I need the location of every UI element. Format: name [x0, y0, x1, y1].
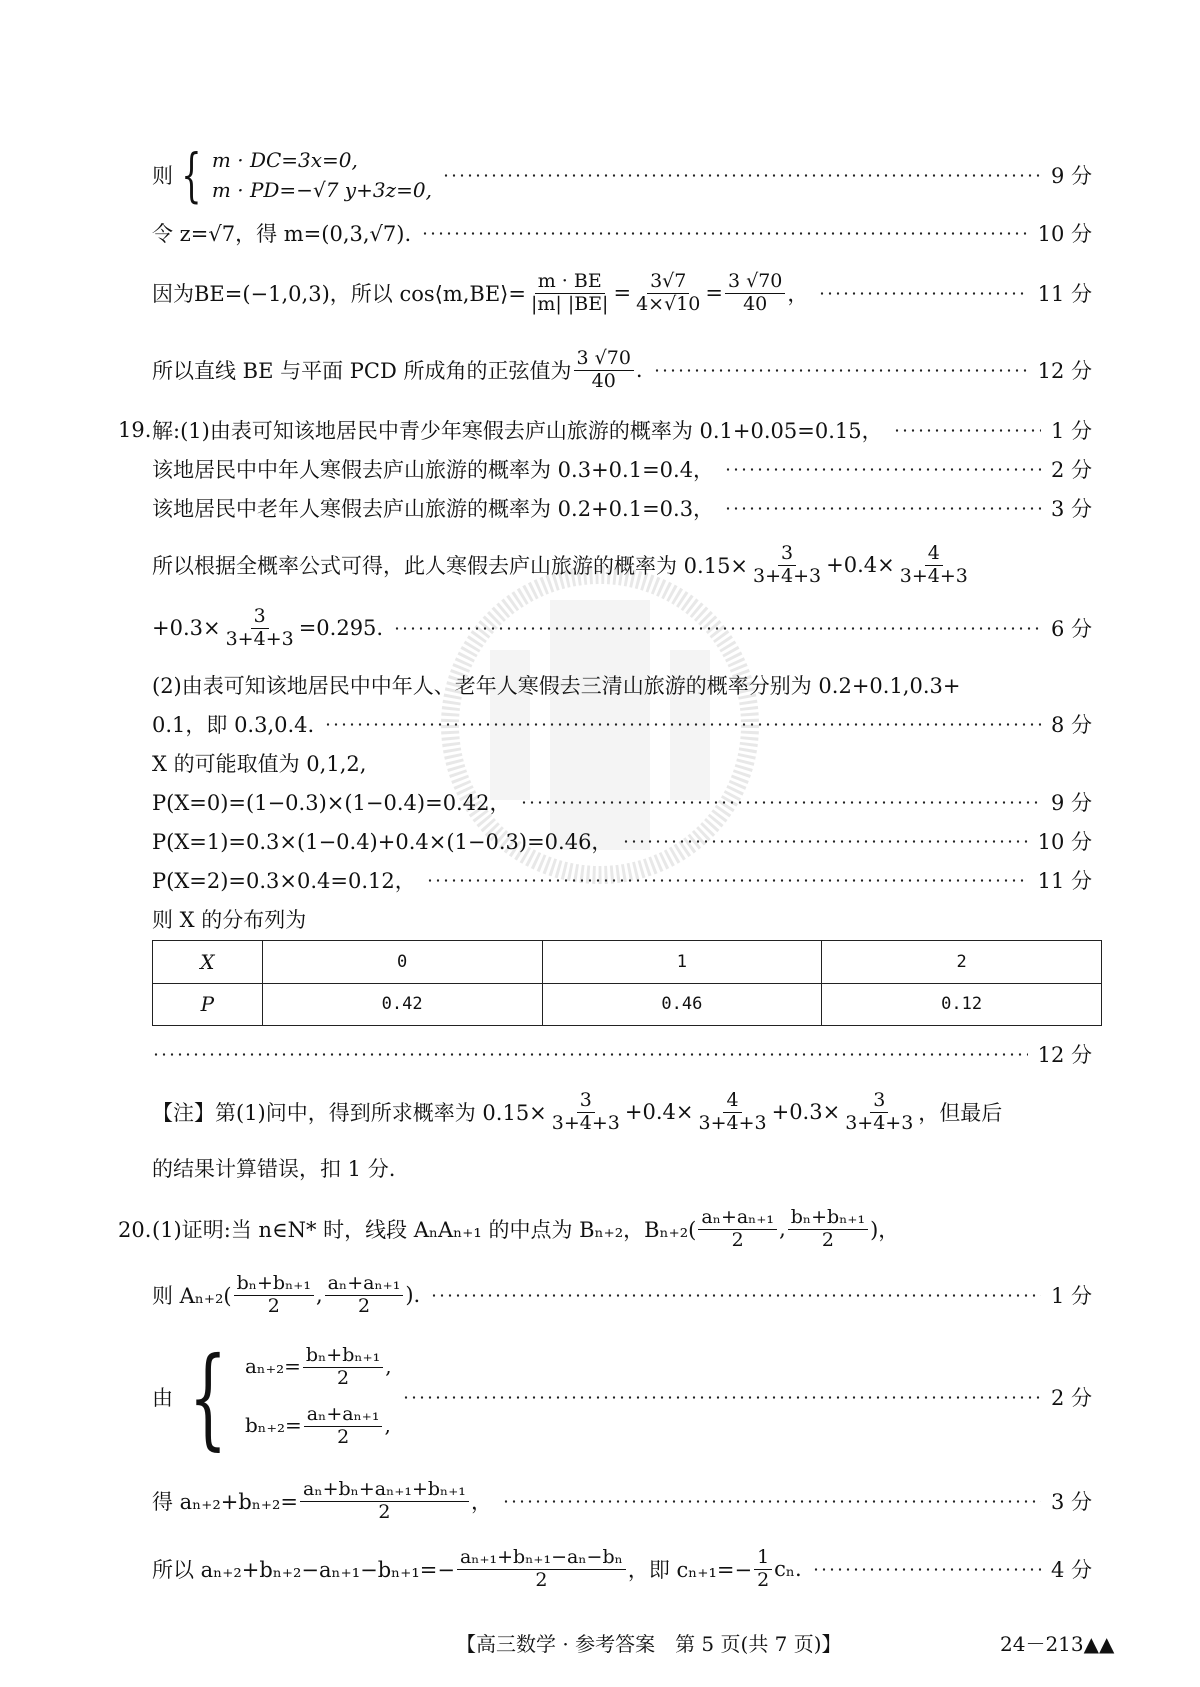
leader-dots	[152, 1053, 1028, 1056]
line-text: 得 aₙ₊₂+bₙ₊₂=	[152, 1490, 299, 1514]
leader-dots	[520, 801, 1041, 804]
leader-dots	[724, 468, 1041, 471]
equals: =	[705, 281, 723, 305]
numerator: aₙ+aₙ₊₁	[698, 1207, 777, 1230]
question-number: 19.	[118, 418, 152, 442]
line-text: +0.3×	[771, 1100, 841, 1124]
table-cell: 0.42	[262, 983, 542, 1026]
numerator: 3	[778, 543, 796, 566]
leader-dots	[818, 292, 1027, 295]
line-text: P(X=0)=(1−0.3)×(1−0.4)=0.42，	[152, 791, 511, 815]
leader-dots	[622, 840, 1027, 843]
score: 4 分	[1050, 1558, 1092, 1582]
denominator: 4×√10	[636, 292, 701, 315]
system-eq2: bₙ₊₂= $\frac{\text{aₙ+aₙ₊₁}}{2}$ ,	[245, 1403, 391, 1448]
line-text: ，即 cₙ₊₁=−	[627, 1558, 753, 1582]
leader-dots	[442, 174, 1041, 177]
q19-line-7	[152, 704, 1092, 744]
leader-dots	[421, 232, 1027, 235]
line-text: 因为BE=(−1,0,3)，所以 cos⟨m,BE⟩=	[152, 282, 526, 306]
line-text: P(X=1)=0.3×(1−0.4)+0.4×(1−0.3)=0.46，	[152, 830, 613, 854]
score: 8 分	[1050, 713, 1092, 737]
q19-line-5	[152, 598, 1092, 658]
q19-line-11	[152, 860, 1092, 900]
q19-line-6	[152, 665, 1092, 705]
fraction	[750, 543, 824, 588]
line-text: 所以根据全概率公式可得，此人寒假去庐山旅游的概率为 0.15×	[152, 554, 749, 578]
line-text: )，	[870, 1218, 900, 1242]
equals: =	[613, 281, 632, 305]
line-text: 解:(1)由表可知该地居民中青少年寒假去庐山旅游的概率为 0.1+0.05=0.15，	[152, 419, 883, 443]
table-row	[153, 941, 1102, 984]
table-cell: 2	[822, 941, 1102, 984]
comma: ,	[315, 1283, 323, 1307]
table-cell: X	[153, 941, 263, 984]
leader-dots	[430, 1294, 1041, 1297]
q19-line-8	[152, 743, 1092, 783]
line-text: P(X=2)=0.3×0.4=0.12，	[152, 869, 416, 893]
q19-line-4	[152, 535, 1092, 595]
line-text: cₙ.	[774, 1557, 802, 1581]
table-cell: 0.46	[542, 983, 822, 1026]
system-block	[152, 141, 432, 209]
table-cell: 1	[542, 941, 822, 984]
system-eq1: aₙ₊₂= $\frac{\text{bₙ+bₙ₊₁}}{2}$ ,	[245, 1344, 392, 1390]
numerator: 3√7	[647, 271, 689, 294]
table-cell: 0	[262, 941, 542, 984]
system-eq2: m · PD=−√7 y+3z=0,	[211, 178, 432, 202]
denominator: 2	[535, 1568, 548, 1591]
line-11	[152, 264, 1092, 322]
fraction	[695, 1090, 769, 1135]
line-text: 0.1，即 0.3,0.4.	[152, 713, 315, 737]
numerator: bₙ+bₙ₊₁	[788, 1207, 868, 1230]
score: 11 分	[1037, 282, 1092, 306]
line-text: (1)证明:当 n∈N* 时，线段 AₙAₙ₊₁ 的中点为 Bₙ₊₂，Bₙ₊₂(	[152, 1218, 697, 1242]
denominator: 2	[757, 1568, 770, 1591]
fraction	[788, 1207, 868, 1252]
denominator: 3+4+3	[698, 1111, 767, 1134]
question-number: 20.	[118, 1218, 152, 1242]
system-prefix: 由	[152, 1386, 173, 1410]
leader-dots	[653, 369, 1028, 372]
line-text: ，但最后	[918, 1101, 1003, 1125]
numerator: 3	[870, 1090, 888, 1113]
line-10	[152, 213, 1092, 253]
punct: ，	[787, 282, 809, 306]
line-text: 该地居民中中年人寒假去庐山旅游的概率为 0.3+0.1=0.4，	[152, 458, 715, 482]
score: 9 分	[1050, 164, 1092, 188]
footer-page-info: 【高三数学 · 参考答案 第 5 页(共 7 页)】	[456, 1632, 842, 1656]
numerator: 3 √70	[574, 348, 634, 371]
denominator: 2	[337, 1425, 350, 1448]
score: 2 分	[1050, 1386, 1092, 1410]
line-text: +0.4×	[624, 1100, 694, 1124]
q20-line-4	[152, 1472, 1092, 1530]
score: 12 分	[1037, 359, 1092, 383]
brace-icon: {	[181, 141, 202, 209]
denominator: 2	[267, 1294, 280, 1317]
line-text: +0.3×	[152, 616, 221, 640]
score: 9 分	[1050, 791, 1092, 815]
score: 10 分	[1037, 222, 1092, 246]
q20-line-2	[152, 1266, 1092, 1324]
score: 3 分	[1050, 497, 1092, 521]
numerator: 1	[754, 1547, 772, 1570]
leader-dots	[402, 1396, 1041, 1399]
note-line-2	[152, 1148, 1092, 1188]
line-text: =0.295.	[298, 616, 384, 640]
fraction	[300, 1479, 469, 1524]
numerator: aₙ+bₙ+aₙ₊₁+bₙ₊₁	[300, 1479, 469, 1502]
denominator: 2	[821, 1228, 834, 1251]
line-text: 所以直线 BE 与平面 PCD 所成角的正弦值为	[152, 359, 572, 383]
line-text: 【注】第(1)问中，得到所求概率为 0.15×	[152, 1101, 547, 1125]
denominator: 3+4+3	[225, 627, 294, 650]
system-prefix: 则	[152, 164, 173, 188]
fraction	[304, 1404, 383, 1449]
system-eq1: m · DC=3x=0,	[211, 148, 358, 172]
fraction	[549, 1090, 623, 1135]
fraction	[698, 1207, 777, 1252]
line-text: 则 X 的分布列为	[152, 908, 307, 932]
eq-lhs: bₙ₊₂=	[245, 1412, 302, 1437]
q19-line-13	[152, 1034, 1092, 1074]
fraction	[842, 1090, 916, 1135]
punct: .	[635, 358, 643, 382]
q19-line-2	[152, 449, 1092, 489]
numerator: m · BE	[535, 271, 605, 294]
note-line-1	[152, 1082, 1092, 1142]
fraction	[897, 543, 971, 588]
denominator: 3+4+3	[845, 1111, 914, 1134]
numerator: bₙ+bₙ₊₁	[303, 1345, 383, 1368]
numerator: 4	[925, 543, 943, 566]
fraction	[234, 1273, 314, 1318]
line-text: ，	[470, 1490, 492, 1514]
leader-dots	[724, 507, 1041, 510]
line-text: 令 z=√7，得 m=(0,3,√7).	[152, 222, 412, 246]
fraction	[303, 1345, 383, 1390]
leader-dots	[393, 627, 1041, 630]
q20-line-5	[152, 1540, 1092, 1598]
denominator: 3+4+3	[753, 564, 822, 587]
line-text: 的结果计算错误，扣 1 分.	[152, 1157, 396, 1181]
system-block	[152, 1333, 392, 1461]
line-text: 则 Aₙ₊₂(	[152, 1284, 232, 1308]
line-system-9	[152, 132, 1092, 218]
score: 6 分	[1050, 617, 1092, 641]
footer-code: 24－213▲▲	[1000, 1632, 1115, 1656]
numerator: aₙ+aₙ₊₁	[304, 1404, 383, 1427]
denominator: 40	[591, 369, 616, 392]
line-text: ).	[405, 1283, 421, 1307]
fraction	[223, 606, 297, 651]
fraction	[528, 271, 612, 316]
denominator: |m| |BE|	[530, 292, 609, 315]
line-text: +0.4×	[826, 553, 895, 577]
numerator: 4	[723, 1090, 741, 1113]
brace-icon: {	[188, 1333, 228, 1461]
eq-lhs: aₙ₊₂=	[245, 1354, 301, 1379]
distribution-table	[152, 940, 1102, 1026]
denominator: 2	[378, 1500, 391, 1523]
q20-line-3	[152, 1332, 1092, 1462]
fraction	[633, 271, 703, 316]
comma: ,	[779, 1217, 786, 1241]
q19-line-1	[152, 410, 1092, 450]
numerator: aₙ+aₙ₊₁	[325, 1273, 404, 1296]
fraction	[457, 1547, 626, 1592]
numerator: 3	[577, 1090, 595, 1113]
numerator: 3 √70	[725, 271, 785, 294]
leader-dots	[426, 879, 1028, 882]
line-text: 所以 aₙ₊₂+bₙ₊₂−aₙ₊₁−bₙ₊₁=−	[152, 1558, 455, 1582]
q20-line-1	[152, 1200, 1092, 1258]
numerator: bₙ+bₙ₊₁	[234, 1273, 314, 1296]
numerator: aₙ₊₁+bₙ₊₁−aₙ−bₙ	[457, 1547, 626, 1570]
score: 10 分	[1037, 830, 1092, 854]
table-row	[153, 983, 1102, 1026]
denominator: 2	[731, 1228, 744, 1251]
fraction	[574, 348, 634, 393]
score: 11 分	[1037, 869, 1092, 893]
denominator: 3+4+3	[551, 1111, 620, 1134]
q19-line-3	[152, 488, 1092, 528]
leader-dots	[502, 1500, 1041, 1503]
q19-line-9	[152, 782, 1092, 822]
fraction	[325, 1273, 404, 1318]
line-text: (2)由表可知该地居民中中年人、老年人寒假去三清山旅游的概率分别为 0.2+0.1,0.3+	[152, 674, 961, 698]
score: 2 分	[1050, 458, 1092, 482]
q19-line-10	[152, 821, 1092, 861]
score: 1 分	[1050, 1284, 1092, 1308]
denominator: 3+4+3	[899, 564, 968, 587]
table-cell: P	[153, 983, 263, 1026]
line-12	[152, 341, 1092, 399]
fraction	[725, 271, 785, 316]
line-text: X 的可能取值为 0,1,2,	[152, 752, 367, 776]
numerator: 3	[251, 606, 269, 629]
table-cell: 0.12	[822, 983, 1102, 1026]
score: 12 分	[1037, 1043, 1092, 1067]
denominator: 2	[357, 1294, 371, 1317]
leader-dots	[812, 1568, 1041, 1571]
leader-dots	[324, 723, 1041, 726]
denominator: 40	[743, 292, 768, 315]
q19-line-12	[152, 899, 1092, 939]
line-text: 该地居民中老年人寒假去庐山旅游的概率为 0.2+0.1=0.3，	[152, 497, 715, 521]
score: 3 分	[1050, 1490, 1092, 1514]
denominator: 2	[337, 1367, 350, 1390]
leader-dots	[893, 429, 1041, 432]
fraction	[754, 1547, 772, 1592]
score: 1 分	[1050, 419, 1092, 443]
